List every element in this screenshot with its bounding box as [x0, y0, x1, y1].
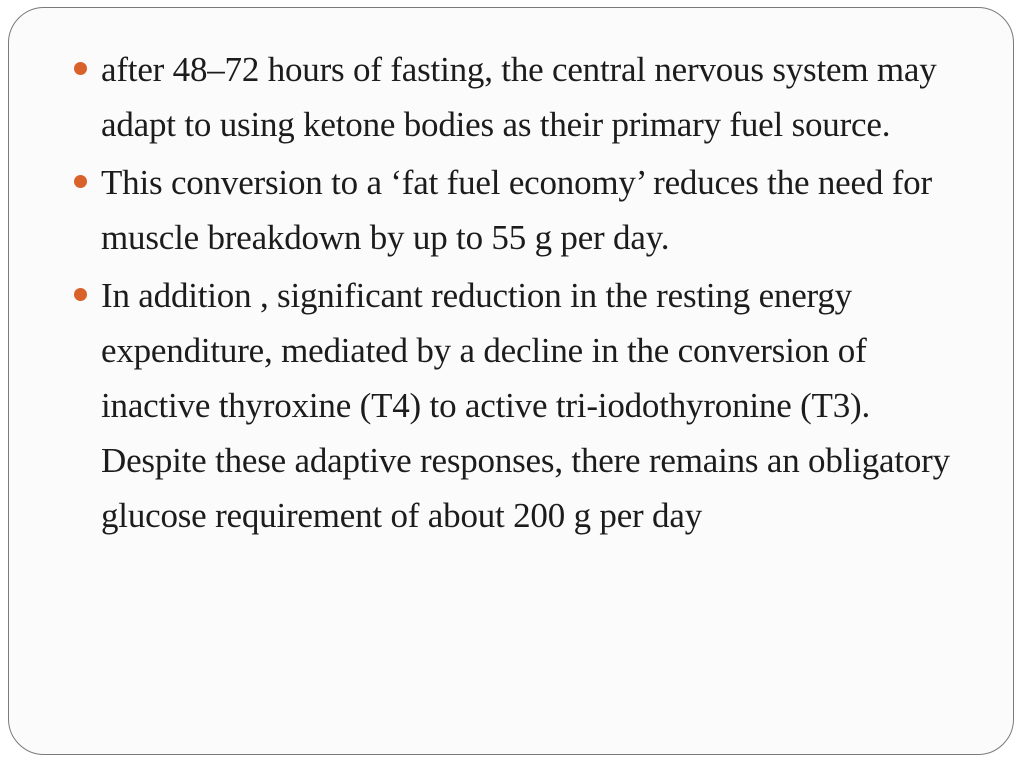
bullet-item-energy-expenditure — [77, 268, 977, 543]
bullet-dot-icon — [74, 175, 87, 188]
bullet-list — [77, 42, 977, 546]
bullet-dot-icon — [74, 62, 87, 75]
bullet-dot-icon — [74, 288, 87, 301]
bullet-text: This conversion to a ‘fat fuel economy’ reduces the need for muscle breakdown by up to 55 g per day. — [101, 163, 932, 257]
bullet-text: In addition , significant reduction in the resting energy expenditure, mediated by a decline in the conversion of inactive thyroxine (T4) to active tri-iodothyronine (T3). Despite these adaptive responses, there remains an obligatory glucose requirement of about 200 g per day — [101, 276, 950, 535]
slide-frame — [8, 7, 1014, 755]
bullet-item-fasting — [77, 42, 977, 152]
bullet-text: after 48–72 hours of fasting, the central nervous system may adapt to using ketone bodies as their primary fuel source. — [101, 50, 937, 144]
bullet-item-fat-fuel — [77, 155, 977, 265]
